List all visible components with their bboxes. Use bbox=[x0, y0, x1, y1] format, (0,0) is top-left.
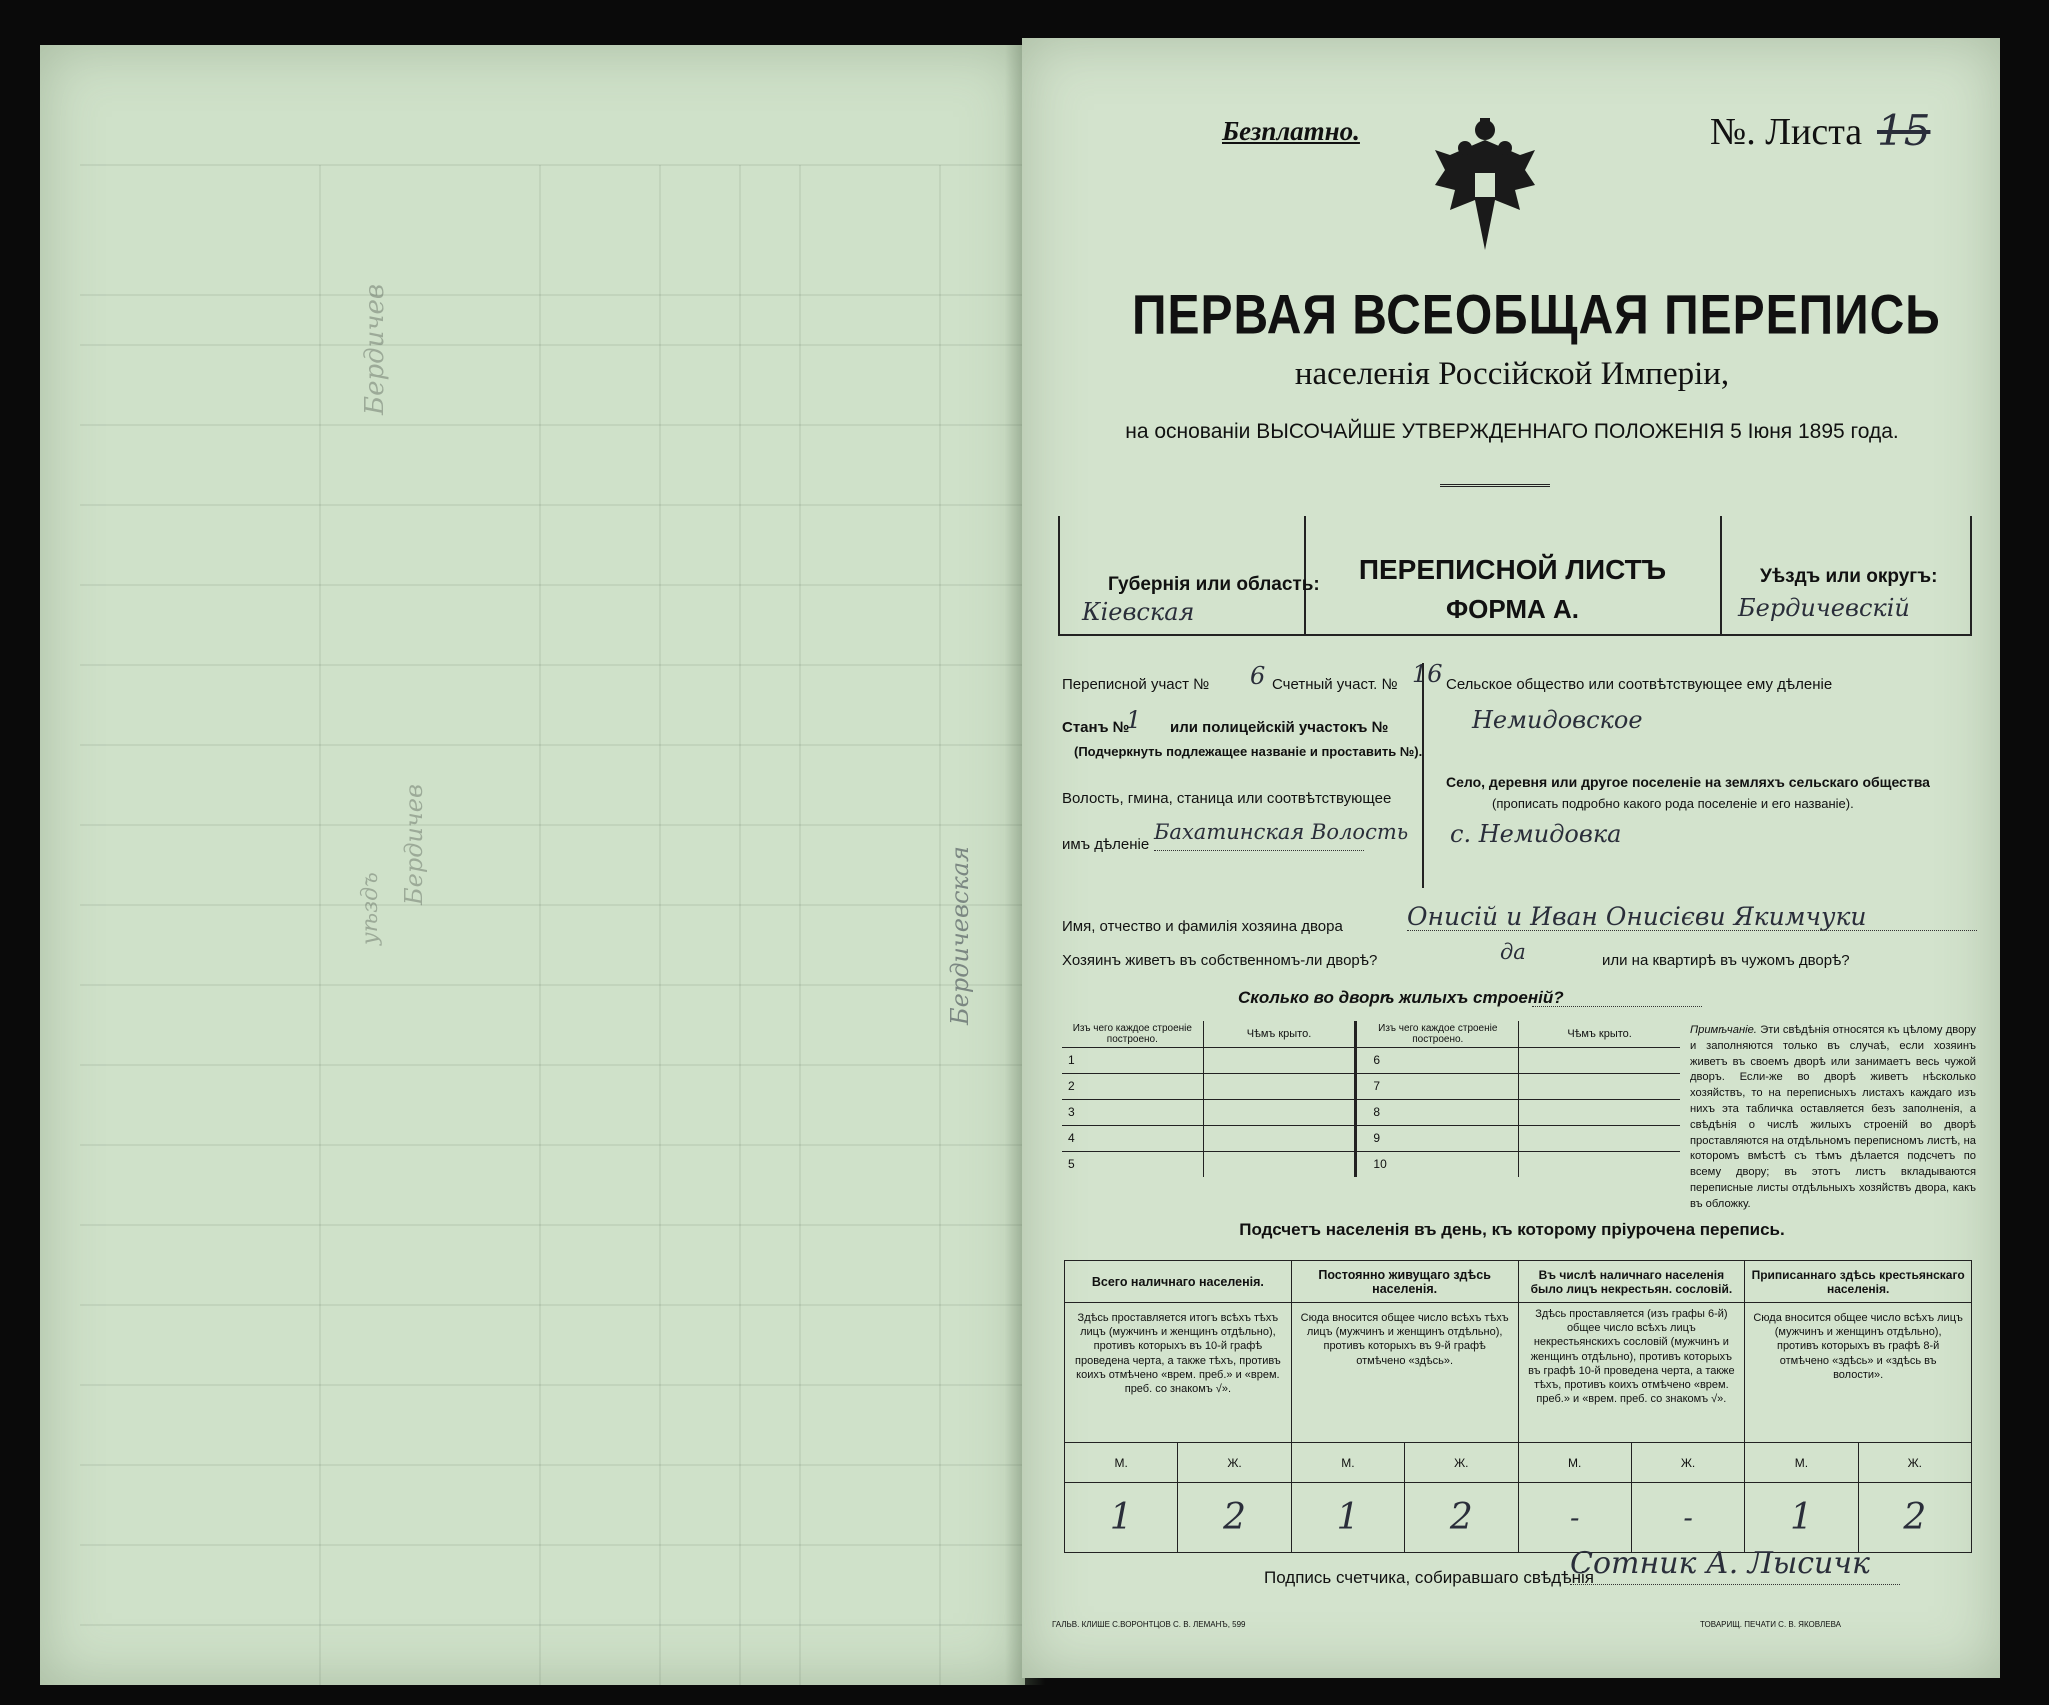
fields-divider bbox=[1422, 663, 1424, 888]
count-section-label: Счетный участ. № bbox=[1272, 676, 1398, 693]
sheet-number-value: 15 bbox=[1877, 106, 1931, 155]
count-col-desc: Сюда вносится общее число всѣхъ лицъ (мужчинъ и женщинъ отдѣльно), противъ которыхъ въ графѣ 8-й отмѣчено «здѣсь» и «здѣсь въ волости». bbox=[1745, 1303, 1972, 1443]
female-header: Ж. bbox=[1858, 1443, 1971, 1483]
village-note: (прописать подробно какого рода поселеніе и его названіе). bbox=[1492, 796, 1854, 811]
signature-label: Подпись счетчика, собиравшаго свѣдѣнія bbox=[1264, 1568, 1594, 1587]
sheet-number-label: №. Листа bbox=[1710, 111, 1863, 153]
uezd-value: Бердичевскій bbox=[1738, 594, 1910, 622]
imprint-right: ТОВАРИЩ. ПЕЧАТИ С. В. ЯКОВЛЕВА bbox=[1700, 1620, 1841, 1629]
form-legal-basis: на основаніи ВЫСОЧАЙШЕ УТВЕРЖДЕННАГО ПОЛОЖЕНІЯ 5 Іюня 1895 года. bbox=[1125, 420, 1899, 443]
guberniya-label: Губернія или область: bbox=[1108, 574, 1320, 595]
male-header: М. bbox=[1291, 1443, 1404, 1483]
left-mark-c: уѣздъ bbox=[358, 872, 383, 945]
count-value: 2 bbox=[1405, 1483, 1518, 1553]
population-count-table bbox=[1064, 1260, 1972, 1553]
building-row: 6 bbox=[1356, 1047, 1519, 1073]
buildings-table bbox=[1062, 1021, 1680, 1177]
female-header: Ж. bbox=[1178, 1443, 1291, 1483]
form-sheet-subtitle: ФОРМА А. bbox=[1445, 594, 1580, 624]
male-header: М. bbox=[1518, 1443, 1631, 1483]
police-label: или полицейскій участокъ № bbox=[1170, 719, 1389, 736]
buildings-col-built-2: Изъ чего каждое строеніе построено. bbox=[1356, 1021, 1519, 1047]
volost-label-2: имъ дѣленіе bbox=[1062, 836, 1150, 853]
count-value: 2 bbox=[1178, 1483, 1291, 1553]
society-value: Немидовское bbox=[1472, 706, 1643, 734]
form-sheet-title: ПЕРЕПИСНОЙ ЛИСТЪ bbox=[1358, 554, 1667, 585]
buildings-col-roof-2: Чѣмъ крыто. bbox=[1519, 1021, 1680, 1047]
double-eagle-emblem bbox=[1430, 110, 1540, 260]
count-value: 2 bbox=[1858, 1483, 1971, 1553]
buildings-label: Сколько во дворѣ жилыхъ строеній? bbox=[1238, 988, 1564, 1007]
building-row: 10 bbox=[1356, 1151, 1519, 1177]
note-heading: Примѣчаніе. bbox=[1690, 1024, 1757, 1036]
building-row: 4 bbox=[1062, 1125, 1203, 1151]
census-form-page bbox=[1022, 38, 2000, 1678]
imprint-left: ГАЛЬВ. КЛИШЕ С.ВОРОНТЦОВ С. В. ЛЕМАНЪ, 599 bbox=[1052, 1620, 1246, 1629]
count-value: 1 bbox=[1291, 1483, 1404, 1553]
male-header: М. bbox=[1065, 1443, 1178, 1483]
note-text: Эти свѣдѣнія относятся къ цѣлому двору и заполняются только въ случаѣ, если хозяинъ живетъ въ своемъ дворѣ или занимаетъ весь чужой дворъ. Если-же во дворѣ живетъ нѣсколько хозяйствъ, то на переписныхъ листахъ каждаго изъ нихъ эта табличка оставляется безъ заполненія, а свѣдѣнія о числѣ жилыхъ строеній во дворѣ проставляются на отдѣльномъ переписномъ листѣ, на которомъ вмѣстѣ съ тѣмъ дѣлается подсчетъ по всему двору; въ этотъ листъ вкладываются переписные листы отдѣльныхъ хозяйствъ двора, какъ въ обложку. bbox=[1690, 1024, 1976, 1210]
owner-label: Имя, отчество и фамилія хозяина двора bbox=[1062, 918, 1343, 935]
building-row: 8 bbox=[1356, 1099, 1519, 1125]
form-subtitle: населенія Россійской Имперіи, bbox=[1294, 356, 1730, 392]
building-row: 1 bbox=[1062, 1047, 1203, 1073]
count-col-desc: Здѣсь проставляется итогъ всѣхъ тѣхъ лицъ (мужчинъ и женщинъ отдѣльно), противъ которыхъ въ 10-й графѣ проведена черта, а также тѣхъ, противъ коихъ отмѣчено «врем. преб.» и «врем. преб. со знакомъ √». bbox=[1065, 1303, 1292, 1443]
building-row: 5 bbox=[1062, 1151, 1203, 1177]
buildings-note bbox=[1690, 1023, 1976, 1213]
building-row: 7 bbox=[1356, 1073, 1519, 1099]
guberniya-value: Кіевская bbox=[1082, 598, 1195, 626]
count-heading: Подсчетъ населенія въ день, къ которому пріурочена перепись. bbox=[1239, 1220, 1785, 1239]
count-section-value: 16 bbox=[1412, 660, 1443, 688]
count-value: - bbox=[1518, 1483, 1631, 1553]
female-header: Ж. bbox=[1631, 1443, 1744, 1483]
count-col-title: Въ числѣ наличнаго населенія было лицъ некрестьян. сословій. bbox=[1518, 1261, 1745, 1303]
volost-label: Волость, гмина, станица или соотвѣтствующее bbox=[1062, 790, 1392, 807]
village-value: с. Немидовка bbox=[1450, 820, 1622, 848]
count-col-desc: Здѣсь проставляется (изъ графы 6-й) общее число всѣхъ лицъ некрестьянскихъ сословій (мужчинъ и женщинъ отдѣльно), противъ которыхъ въ графѣ 10-й проведена черта, а также тѣхъ, противъ коихъ отмѣчено «врем. преб.» и «врем. преб. со знакомъ √». bbox=[1518, 1303, 1745, 1443]
count-col-title: Всего наличнаго населенія. bbox=[1065, 1261, 1292, 1303]
count-value: 1 bbox=[1745, 1483, 1858, 1553]
count-value: 1 bbox=[1065, 1483, 1178, 1553]
census-section-value: 6 bbox=[1250, 662, 1266, 690]
buildings-col-roof: Чѣмъ крыто. bbox=[1203, 1021, 1356, 1047]
header-box bbox=[1058, 516, 1972, 636]
left-mark-d: Бердичевская bbox=[946, 846, 974, 1025]
count-col-title: Приписаннаго здѣсь крестьянскаго населенія. bbox=[1745, 1261, 1972, 1303]
underline-note: (Подчеркнуть подлежащее названіе и проставить №). bbox=[1074, 744, 1423, 759]
count-col-title: Постоянно живущаго здѣсь населенія. bbox=[1291, 1261, 1518, 1303]
female-header: Ж. bbox=[1405, 1443, 1518, 1483]
owner-value: Онисій и Иван Онисієви Якимчуки bbox=[1407, 902, 1867, 931]
volost-value: Бахатинская Волость bbox=[1154, 820, 1409, 844]
buildings-col-built: Изъ чего каждое строеніе построено. bbox=[1062, 1021, 1203, 1047]
count-value: - bbox=[1631, 1483, 1744, 1553]
stan-value: 1 bbox=[1126, 706, 1142, 734]
society-label: Сельское общество или соотвѣтствующее ему дѣленіе bbox=[1446, 676, 1833, 693]
village-label: Село, деревня или другое поселеніе на земляхъ сельскаго общества bbox=[1446, 774, 1930, 790]
building-row: 9 bbox=[1356, 1125, 1519, 1151]
stan-label: Станъ № bbox=[1062, 719, 1130, 736]
building-row: 2 bbox=[1062, 1073, 1203, 1099]
uezd-label: Уѣздъ или округъ: bbox=[1760, 566, 1938, 587]
rent-label: или на квартирѣ въ чужомъ дворѣ? bbox=[1602, 952, 1850, 969]
signature-value: Сотник А. Лысичк bbox=[1570, 1546, 1870, 1581]
count-col-desc: Сюда вносится общее число всѣхъ тѣхъ лицъ (мужчинъ и женщинъ отдѣльно), противъ которыхъ въ 9-й графѣ отмѣчено «здѣсь». bbox=[1291, 1303, 1518, 1443]
ornament-divider bbox=[1440, 484, 1550, 487]
form-main-title: ПЕРВАЯ ВСЕОБЩАЯ ПЕРЕПИСЬ bbox=[1132, 285, 1941, 346]
free-label: Безплатно. bbox=[1222, 116, 1360, 146]
left-mark-b: Бердичев bbox=[400, 784, 428, 905]
left-page bbox=[40, 45, 1025, 1685]
own-yard-label: Хозяинъ живетъ въ собственномъ-ли дворѣ? bbox=[1062, 952, 1378, 969]
left-page-grid bbox=[40, 45, 1025, 1685]
building-row: 3 bbox=[1062, 1099, 1203, 1125]
census-section-label: Переписной участ № bbox=[1062, 676, 1210, 693]
own-yard-value: да bbox=[1500, 940, 1526, 964]
male-header: М. bbox=[1745, 1443, 1858, 1483]
left-mark-a: Бердичев bbox=[360, 283, 390, 415]
